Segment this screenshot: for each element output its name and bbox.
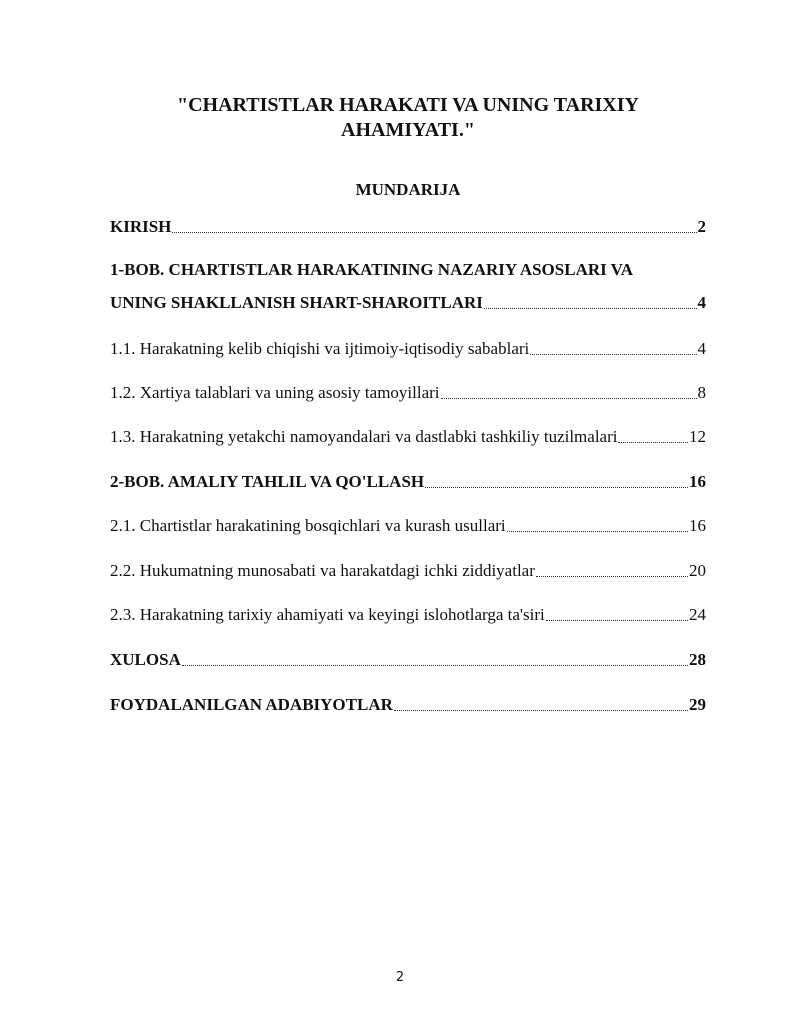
toc-entry-page: 29 — [689, 695, 706, 714]
toc-entry-xulosa[interactable] — [110, 650, 706, 670]
toc-entry-page: 4 — [697, 293, 706, 312]
toc-entry-text: 1.1. Harakatning kelib chiqishi va ijtimoiy-iqtisodiy sabablari — [110, 339, 530, 358]
page-number: 2 — [395, 970, 405, 985]
dot-leader — [484, 308, 697, 309]
title-line-2: AHAMIYATI." — [341, 119, 475, 141]
toc-entry-text: 2.2. Hukumatning munosabati va harakatdagi ichki ziddiyatlar — [110, 561, 535, 580]
toc-entry-page: 8 — [697, 383, 706, 402]
toc-heading: MUNDARIJA — [355, 180, 461, 199]
toc-entry-text: UNING SHAKLLANISH SHART-SHAROITLARI — [110, 293, 483, 312]
dot-leader — [546, 620, 688, 621]
toc-entry-text: 2-BOB. AMALIY TAHLIL VA QO'LLASH — [110, 472, 425, 491]
dot-leader — [441, 398, 697, 399]
toc-entry-1-1[interactable] — [110, 339, 706, 359]
toc-entry-page: 28 — [689, 650, 706, 669]
toc-entry-2-1[interactable] — [110, 516, 706, 536]
toc-entry-2-2[interactable] — [110, 561, 706, 581]
toc-entry-page: 2 — [697, 217, 706, 236]
toc-entry-text: 2.1. Chartistlar harakatining bosqichlari va kurash usullari — [110, 516, 506, 535]
toc-entry-kirish[interactable] — [110, 217, 706, 237]
toc-entry-bob1[interactable] — [110, 293, 706, 313]
toc-entry-text: 2.3. Harakatning tarixiy ahamiyati va keyingi islohotlarga ta'siri — [110, 605, 545, 624]
document-title — [110, 93, 706, 143]
toc-entry-page: 4 — [697, 339, 706, 358]
dot-leader — [536, 576, 688, 577]
toc-entry-1-3[interactable] — [110, 427, 706, 447]
toc-entry-1-2[interactable] — [110, 383, 706, 403]
toc-entry-bob1-line1: 1-BOB. CHARTISTLAR HARAKATINING NAZARIY ASOSLARI VA — [110, 260, 634, 279]
toc-entry-page: 20 — [689, 561, 706, 580]
toc-entry-page: 16 — [689, 472, 706, 491]
dot-leader — [425, 487, 688, 488]
toc-entry-page: 24 — [689, 605, 706, 624]
dot-leader — [182, 665, 688, 666]
toc-entry-text: 1.2. Xartiya talablari va uning asosiy tamoyillari — [110, 383, 440, 402]
toc-entry-page: 12 — [689, 427, 706, 446]
toc-entry-adabiyotlar[interactable] — [110, 695, 706, 715]
dot-leader — [530, 354, 696, 355]
toc-entry-text: XULOSA — [110, 650, 181, 669]
toc-entry-text: KIRISH — [110, 217, 172, 236]
toc-entry-text: FOYDALANILGAN ADABIYOTLAR — [110, 695, 393, 714]
toc-entry-bob2[interactable] — [110, 472, 706, 492]
title-line-1: "CHARTISTLAR HARAKATI VA UNING TARIXIY — [177, 94, 639, 116]
dot-leader — [618, 442, 688, 443]
dot-leader — [172, 232, 696, 233]
toc-entry-page: 16 — [689, 516, 706, 535]
dot-leader — [394, 710, 688, 711]
toc-entry-text: 1.3. Harakatning yetakchi namoyandalari va dastlabki tashkiliy tuzilmalari — [110, 427, 618, 446]
toc-entry-2-3[interactable] — [110, 605, 706, 625]
dot-leader — [507, 531, 688, 532]
